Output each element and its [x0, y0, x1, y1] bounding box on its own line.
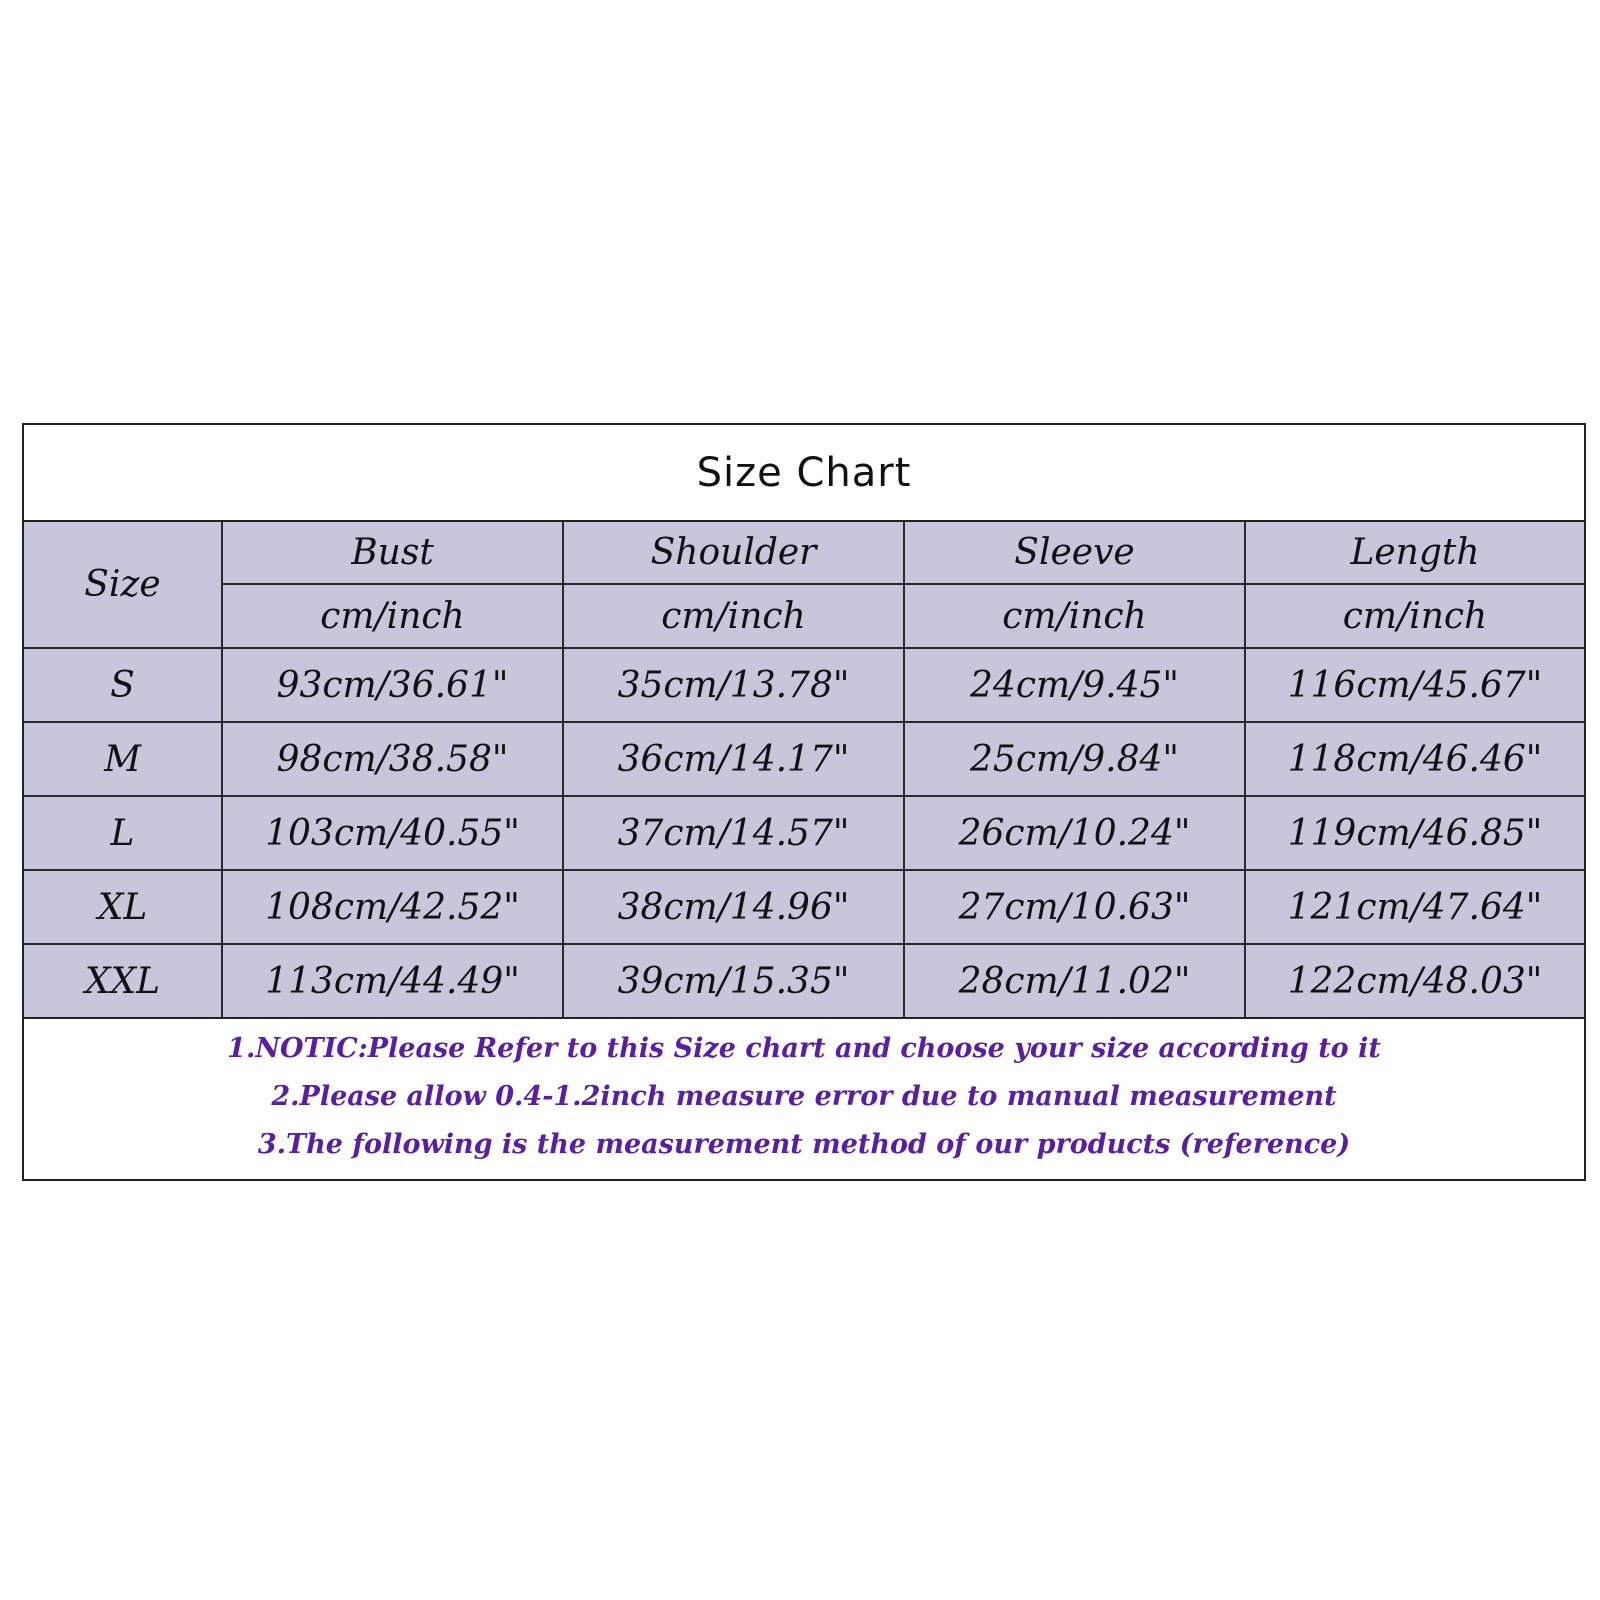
table-row [24, 722, 1584, 796]
bust-value: 98cm/38.58" [222, 722, 563, 796]
shoulder-value: 39cm/15.35" [563, 944, 904, 1018]
table-header-row [24, 522, 1584, 584]
column-header-length: Length [1245, 522, 1584, 584]
column-header-shoulder: Shoulder [563, 522, 904, 584]
sleeve-value: 27cm/10.63" [904, 870, 1245, 944]
unit-cell: cm/inch [222, 584, 563, 648]
bust-value: 93cm/36.61" [222, 648, 563, 722]
notes-section [24, 1019, 1584, 1169]
table-row [24, 648, 1584, 722]
column-header-bust: Bust [222, 522, 563, 584]
size-chart [22, 423, 1586, 1181]
length-value: 118cm/46.46" [1245, 722, 1584, 796]
bust-value: 103cm/40.55" [222, 796, 563, 870]
sleeve-value: 24cm/9.45" [904, 648, 1245, 722]
shoulder-value: 35cm/13.78" [563, 648, 904, 722]
size-label: M [24, 722, 222, 796]
length-value: 116cm/45.67" [1245, 648, 1584, 722]
bust-value: 108cm/42.52" [222, 870, 563, 944]
sleeve-value: 25cm/9.84" [904, 722, 1245, 796]
unit-cell: cm/inch [563, 584, 904, 648]
table-row [24, 944, 1584, 1018]
note-line: 1.NOTIC:Please Refer to this Size chart and choose your size according to it [227, 1033, 1381, 1064]
length-value: 122cm/48.03" [1245, 944, 1584, 1018]
chart-title: Size Chart [24, 425, 1584, 522]
unit-cell: cm/inch [1245, 584, 1584, 648]
size-table [24, 522, 1584, 1019]
table-row [24, 796, 1584, 870]
shoulder-value: 37cm/14.57" [563, 796, 904, 870]
note-line: 3.The following is the measurement method of our products (reference) [257, 1129, 1351, 1160]
size-label: S [24, 648, 222, 722]
shoulder-value: 38cm/14.96" [563, 870, 904, 944]
length-value: 119cm/46.85" [1245, 796, 1584, 870]
size-label: XXL [24, 944, 222, 1018]
sleeve-value: 28cm/11.02" [904, 944, 1245, 1018]
shoulder-value: 36cm/14.17" [563, 722, 904, 796]
unit-row [24, 584, 1584, 648]
bust-value: 113cm/44.49" [222, 944, 563, 1018]
length-value: 121cm/47.64" [1245, 870, 1584, 944]
unit-cell: cm/inch [904, 584, 1245, 648]
table-row [24, 870, 1584, 944]
column-header-sleeve: Sleeve [904, 522, 1245, 584]
size-header-cell: Size [24, 522, 222, 648]
size-label: XL [24, 870, 222, 944]
sleeve-value: 26cm/10.24" [904, 796, 1245, 870]
size-label: L [24, 796, 222, 870]
note-line: 2.Please allow 0.4-1.2inch measure error due to manual measurement [271, 1081, 1337, 1112]
